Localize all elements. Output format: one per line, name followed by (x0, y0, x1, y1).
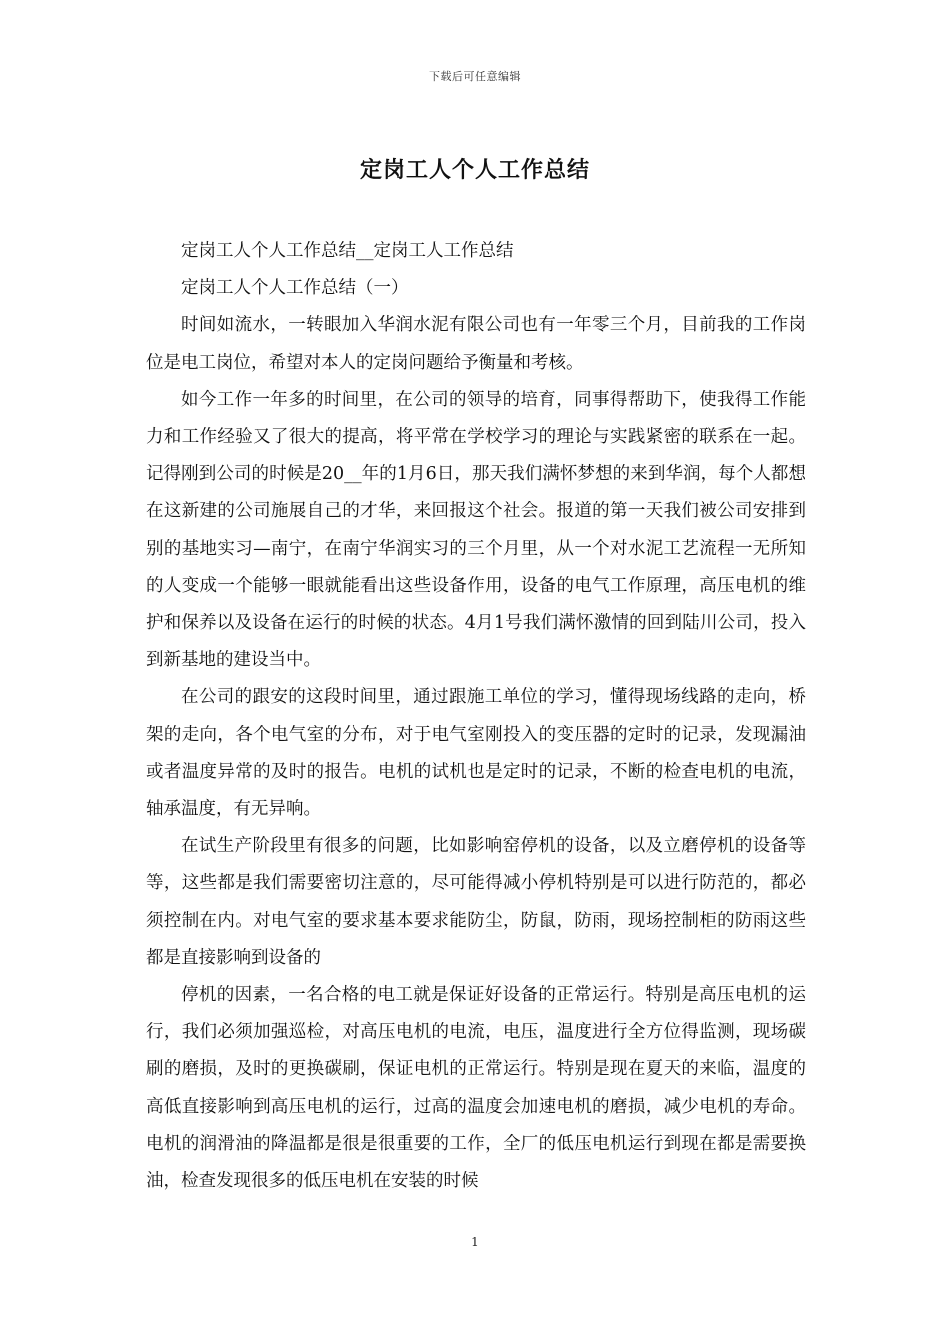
paragraph: 如今工作一年多的时间里，在公司的领导的培育，同事得帮助下，使我得工作能力和工作经验又了很大的提高，将平常在学校学习的理论与实践紧密的联系在一起。记得刚到公司的时候是20__年的1月6日，那天我们满怀梦想的来到华润，每个人都想在这新建的公司施展自己的才华，来回报这个社会。报道的第一天我们被公司安排到别的基地实习—南宁，在南宁华润实习的三个月里，从一个对水泥工艺流程一无所知的人变成一个能够一眼就能看出这些设备作用，设备的电气工作原理，高压电机的维护和保养以及设备在运行的时候的状态。4月1号我们满怀激情的回到陆川公司，投入到新基地的建设当中。 (146, 389, 806, 671)
page-number: 1 (471, 1235, 479, 1249)
document-title: 定岗工人个人工作总结 (359, 157, 590, 183)
paragraph: 在公司的跟安的这段时间里，通过跟施工单位的学习，懂得现场线路的走向，桥架的走向，各个电气室的分布，对于电气室刚投入的变压器的定时的记录，发现漏油或者温度异常的及时的报告。电机的试机也是定时的记录，不断的检查电机的电流，轴承温度，有无异响。 (146, 687, 806, 820)
paragraph: 停机的因素，一名合格的电工就是保证好设备的正常运行。特别是高压电机的运行，我们必须加强巡检，对高压电机的电流，电压，温度进行全方位得监测，现场碳刷的磨损，及时的更换碳刷，保证电机的正常运行。特别是现在夏天的来临，温度的高低直接影响到高压电机的运行，过高的温度会加速电机的磨损，减少电机的寿命。电机的润滑油的降温都是很是很重要的工作，全厂的低压电机运行到现在都是需要换油，检查发现很多的低压电机在安装的时候 (146, 985, 806, 1192)
paragraph-section-heading: 定岗工人个人工作总结（一） (181, 278, 409, 299)
paragraph: 时间如流水，一转眼加入华润水泥有限公司也有一年零三个月，目前我的工作岗位是电工岗位，希望对本人的定岗问题给予衡量和考核。 (146, 315, 806, 373)
paragraph-subtitle: 定岗工人个人工作总结__定岗工人工作总结 (181, 241, 514, 261)
paragraph: 在试生产阶段里有很多的问题，比如影响窑停机的设备，以及立磨停机的设备等等，这些都是我们需要密切注意的，尽可能得减小停机特别是可以进行防范的，都必须控制在内。对电气室的要求基本要求能防尘，防鼠，防雨，现场控制柜的防雨这些都是直接影响到设备的 (146, 836, 806, 968)
header-note: 下载后可任意编辑 (429, 70, 521, 83)
document-body (146, 233, 806, 1200)
